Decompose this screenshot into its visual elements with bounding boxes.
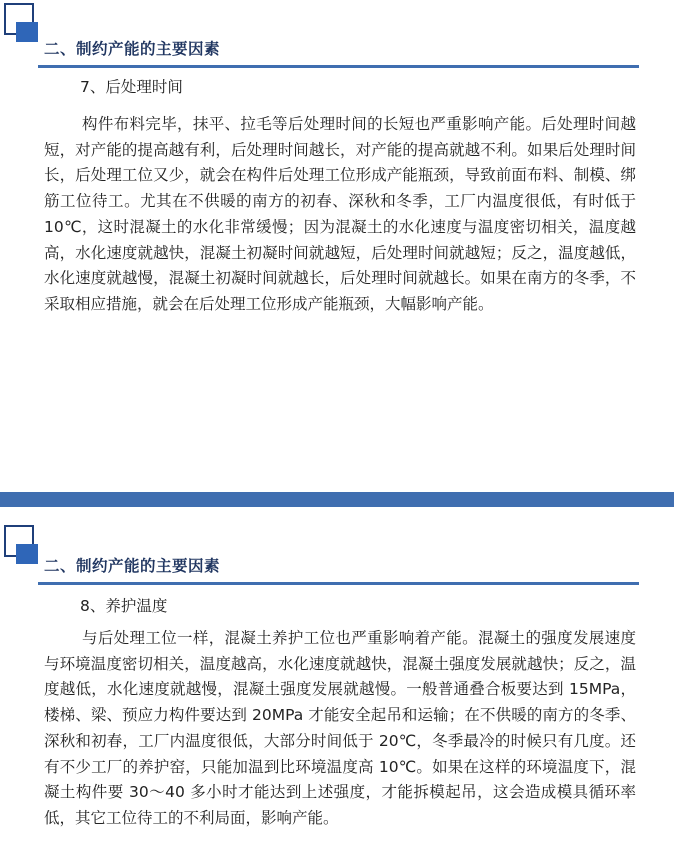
corner-filled-square <box>16 22 38 42</box>
slide-divider-band <box>0 492 674 507</box>
body-paragraph: 与后处理工位一样，混凝土养护工位也严重影响着产能。混凝土的强度发展速度与环境温度密切相关，温度越高，水化速度就越快，混凝土强度发展就越快；反之，温度越低，水化速度就越慢，混凝土强度发展就越慢。一般普通叠合板要达到 15MPa，楼梯、梁、预应力构件要达到 20MPa 才能安全起吊和运输；在不供暖的南方的冬季、深秋和初春，工厂内温度很低，大部分时间低于 20℃，冬季最冷的时候只有几度。还有不少工厂的养护窑，只能加温到比环境温度高 10℃。如果在这样的环境温度下，混凝土构件要 30～40 多小时才能达到上述强度，才能拆模起吊，这会造成模具循环率低，其它工位待工的不利局面，影响产能。 <box>44 629 636 827</box>
heading-underline <box>38 65 639 68</box>
subsection-title: 7、后处理时间 <box>80 78 183 96</box>
section-heading: 二、制约产能的主要因素 <box>44 557 221 575</box>
subsection-title: 8、养护温度 <box>80 597 168 615</box>
slide-section-8 <box>0 510 674 868</box>
corner-filled-square <box>16 544 38 564</box>
section-heading: 二、制约产能的主要因素 <box>44 40 221 58</box>
heading-underline <box>38 582 639 585</box>
body-paragraph: 构件布料完毕，抹平、拉毛等后处理时间的长短也严重影响产能。后处理时间越短，对产能的提高越有利，后处理时间越长，对产能的提高就越不利。如果后处理时间长，后处理工位又少，就会在构件后处理工位形成产能瓶颈，导致前面布料、制模、绑筋工位待工。尤其在不供暖的南方的初春、深秋和冬季，工厂内温度很低，有时低于 10℃，这时混凝土的水化非常缓慢；因为混凝土的水化速度与温度密切相关，温度越高，水化速度就越快，混凝土初凝时间就越短，后处理时间就越短；反之，温度越低，水化速度就越慢，混凝土初凝时间就越长，后处理时间就越长。如果在南方的冬季，不采取相应措施，就会在后处理工位形成产能瓶颈，大幅影响产能。 <box>44 115 636 313</box>
